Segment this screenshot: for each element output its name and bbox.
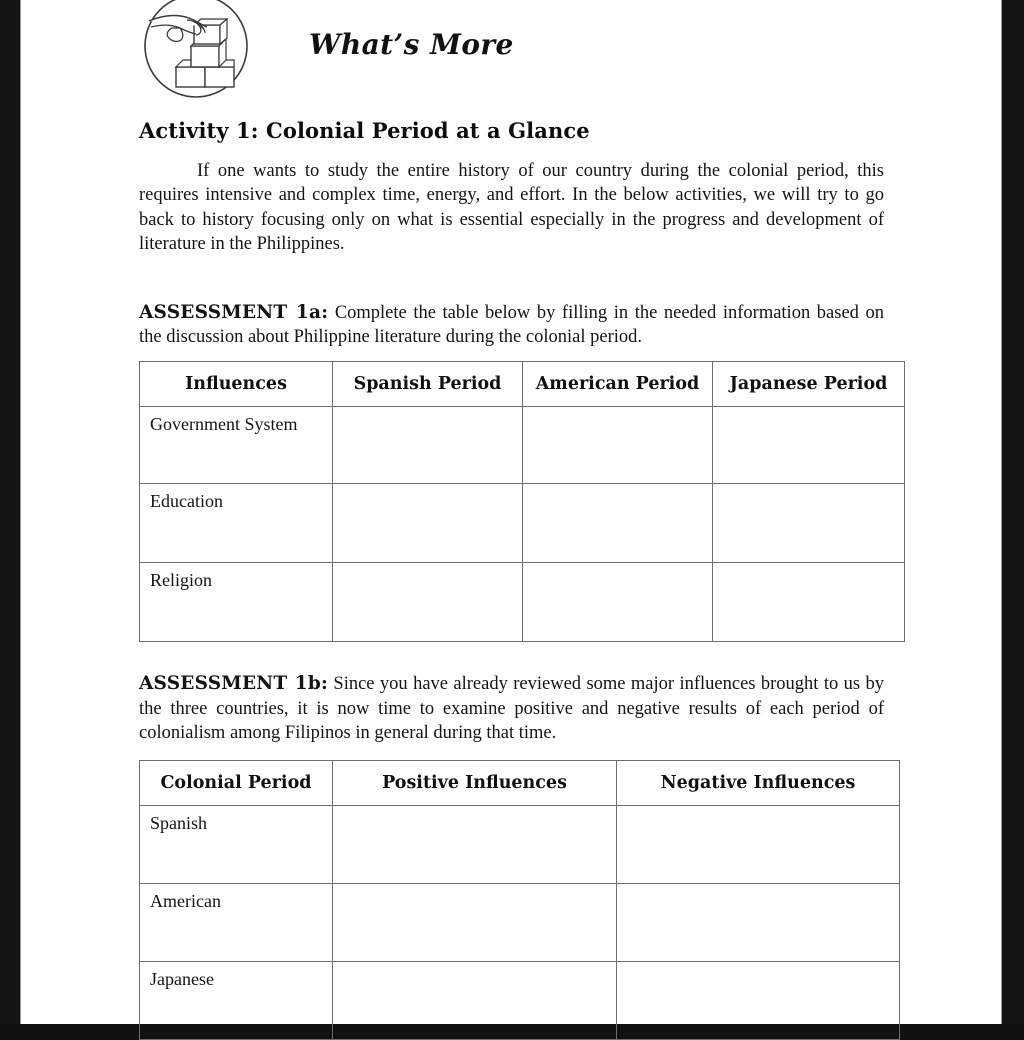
assessment-1b-paragraph — [139, 672, 884, 745]
hand-stacking-blocks-icon — [139, 0, 253, 108]
column-header-colonial-period: Colonial Period — [140, 760, 333, 805]
row-label-spanish: Spanish — [140, 805, 333, 883]
answer-cell-religion-spanish[interactable] — [333, 563, 523, 642]
answer-cell-american-negative[interactable] — [617, 883, 900, 961]
answer-cell-spanish-negative[interactable] — [617, 805, 900, 883]
answer-cell-education-american[interactable] — [523, 484, 713, 563]
left-dark-band — [0, 0, 19, 1024]
answer-cell-religion-japanese[interactable] — [713, 563, 905, 642]
row-label-japanese: Japanese — [140, 961, 333, 1039]
assessment-1b-text: Since you have already reviewed some major influences brought to us by the three countries, it is now time to examine positive and negative results of each period of colonialism among Filipinos in general during that time. — [139, 674, 884, 744]
table-row — [140, 484, 905, 563]
answer-cell-japanese-negative[interactable] — [617, 961, 900, 1039]
assessment-1a-table — [139, 361, 905, 642]
table-row — [140, 961, 900, 1039]
section-title: What’s More — [309, 28, 514, 61]
answer-cell-government-japanese[interactable] — [713, 407, 905, 484]
answer-cell-spanish-positive[interactable] — [333, 805, 617, 883]
column-header-spanish-period: Spanish Period — [333, 362, 523, 407]
column-header-japanese-period: Japanese Period — [713, 362, 905, 407]
table-row — [140, 883, 900, 961]
column-header-negative-influences: Negative Influences — [617, 760, 900, 805]
table-row — [140, 805, 900, 883]
activity-intro-paragraph: If one wants to study the entire history of our country during the colonial period, this requires intensive and complex time, energy, and effort. In the below activities, we will try to go back to history focusing only on what is essential especially in the progress and development of literature in the Philippines. — [139, 161, 884, 255]
row-label-education: Education — [140, 484, 333, 563]
section-header — [139, 0, 884, 118]
column-header-positive-influences: Positive Influences — [333, 760, 617, 805]
answer-cell-government-american[interactable] — [523, 407, 713, 484]
answer-cell-education-japanese[interactable] — [713, 484, 905, 563]
right-dark-band — [1002, 0, 1024, 1024]
row-label-government-system: Government System — [140, 407, 333, 484]
table-row — [140, 563, 905, 642]
answer-cell-japanese-positive[interactable] — [333, 961, 617, 1039]
table-row — [140, 407, 905, 484]
row-label-religion: Religion — [140, 563, 333, 642]
answer-cell-american-positive[interactable] — [333, 883, 617, 961]
assessment-1b-table — [139, 760, 900, 1040]
row-label-american: American — [140, 883, 333, 961]
table-header-row — [140, 760, 900, 805]
assessment-1b-label: ASSESSMENT 1b: — [139, 673, 328, 695]
column-header-american-period: American Period — [523, 362, 713, 407]
assessment-1a-text: Complete the table below by filling in the needed information based on the discussion about Philippine literature during the colonial period. — [139, 302, 884, 348]
answer-cell-religion-american[interactable] — [523, 563, 713, 642]
table-header-row — [140, 362, 905, 407]
assessment-1a-paragraph — [139, 301, 884, 350]
assessment-1a-label: ASSESSMENT 1a: — [139, 301, 329, 323]
document-page — [20, 0, 1002, 1024]
answer-cell-education-spanish[interactable] — [333, 484, 523, 563]
answer-cell-government-spanish[interactable] — [333, 407, 523, 484]
activity-heading: Activity 1: Colonial Period at a Glance — [139, 118, 590, 143]
column-header-influences: Influences — [140, 362, 333, 407]
page-content — [139, 0, 888, 1040]
